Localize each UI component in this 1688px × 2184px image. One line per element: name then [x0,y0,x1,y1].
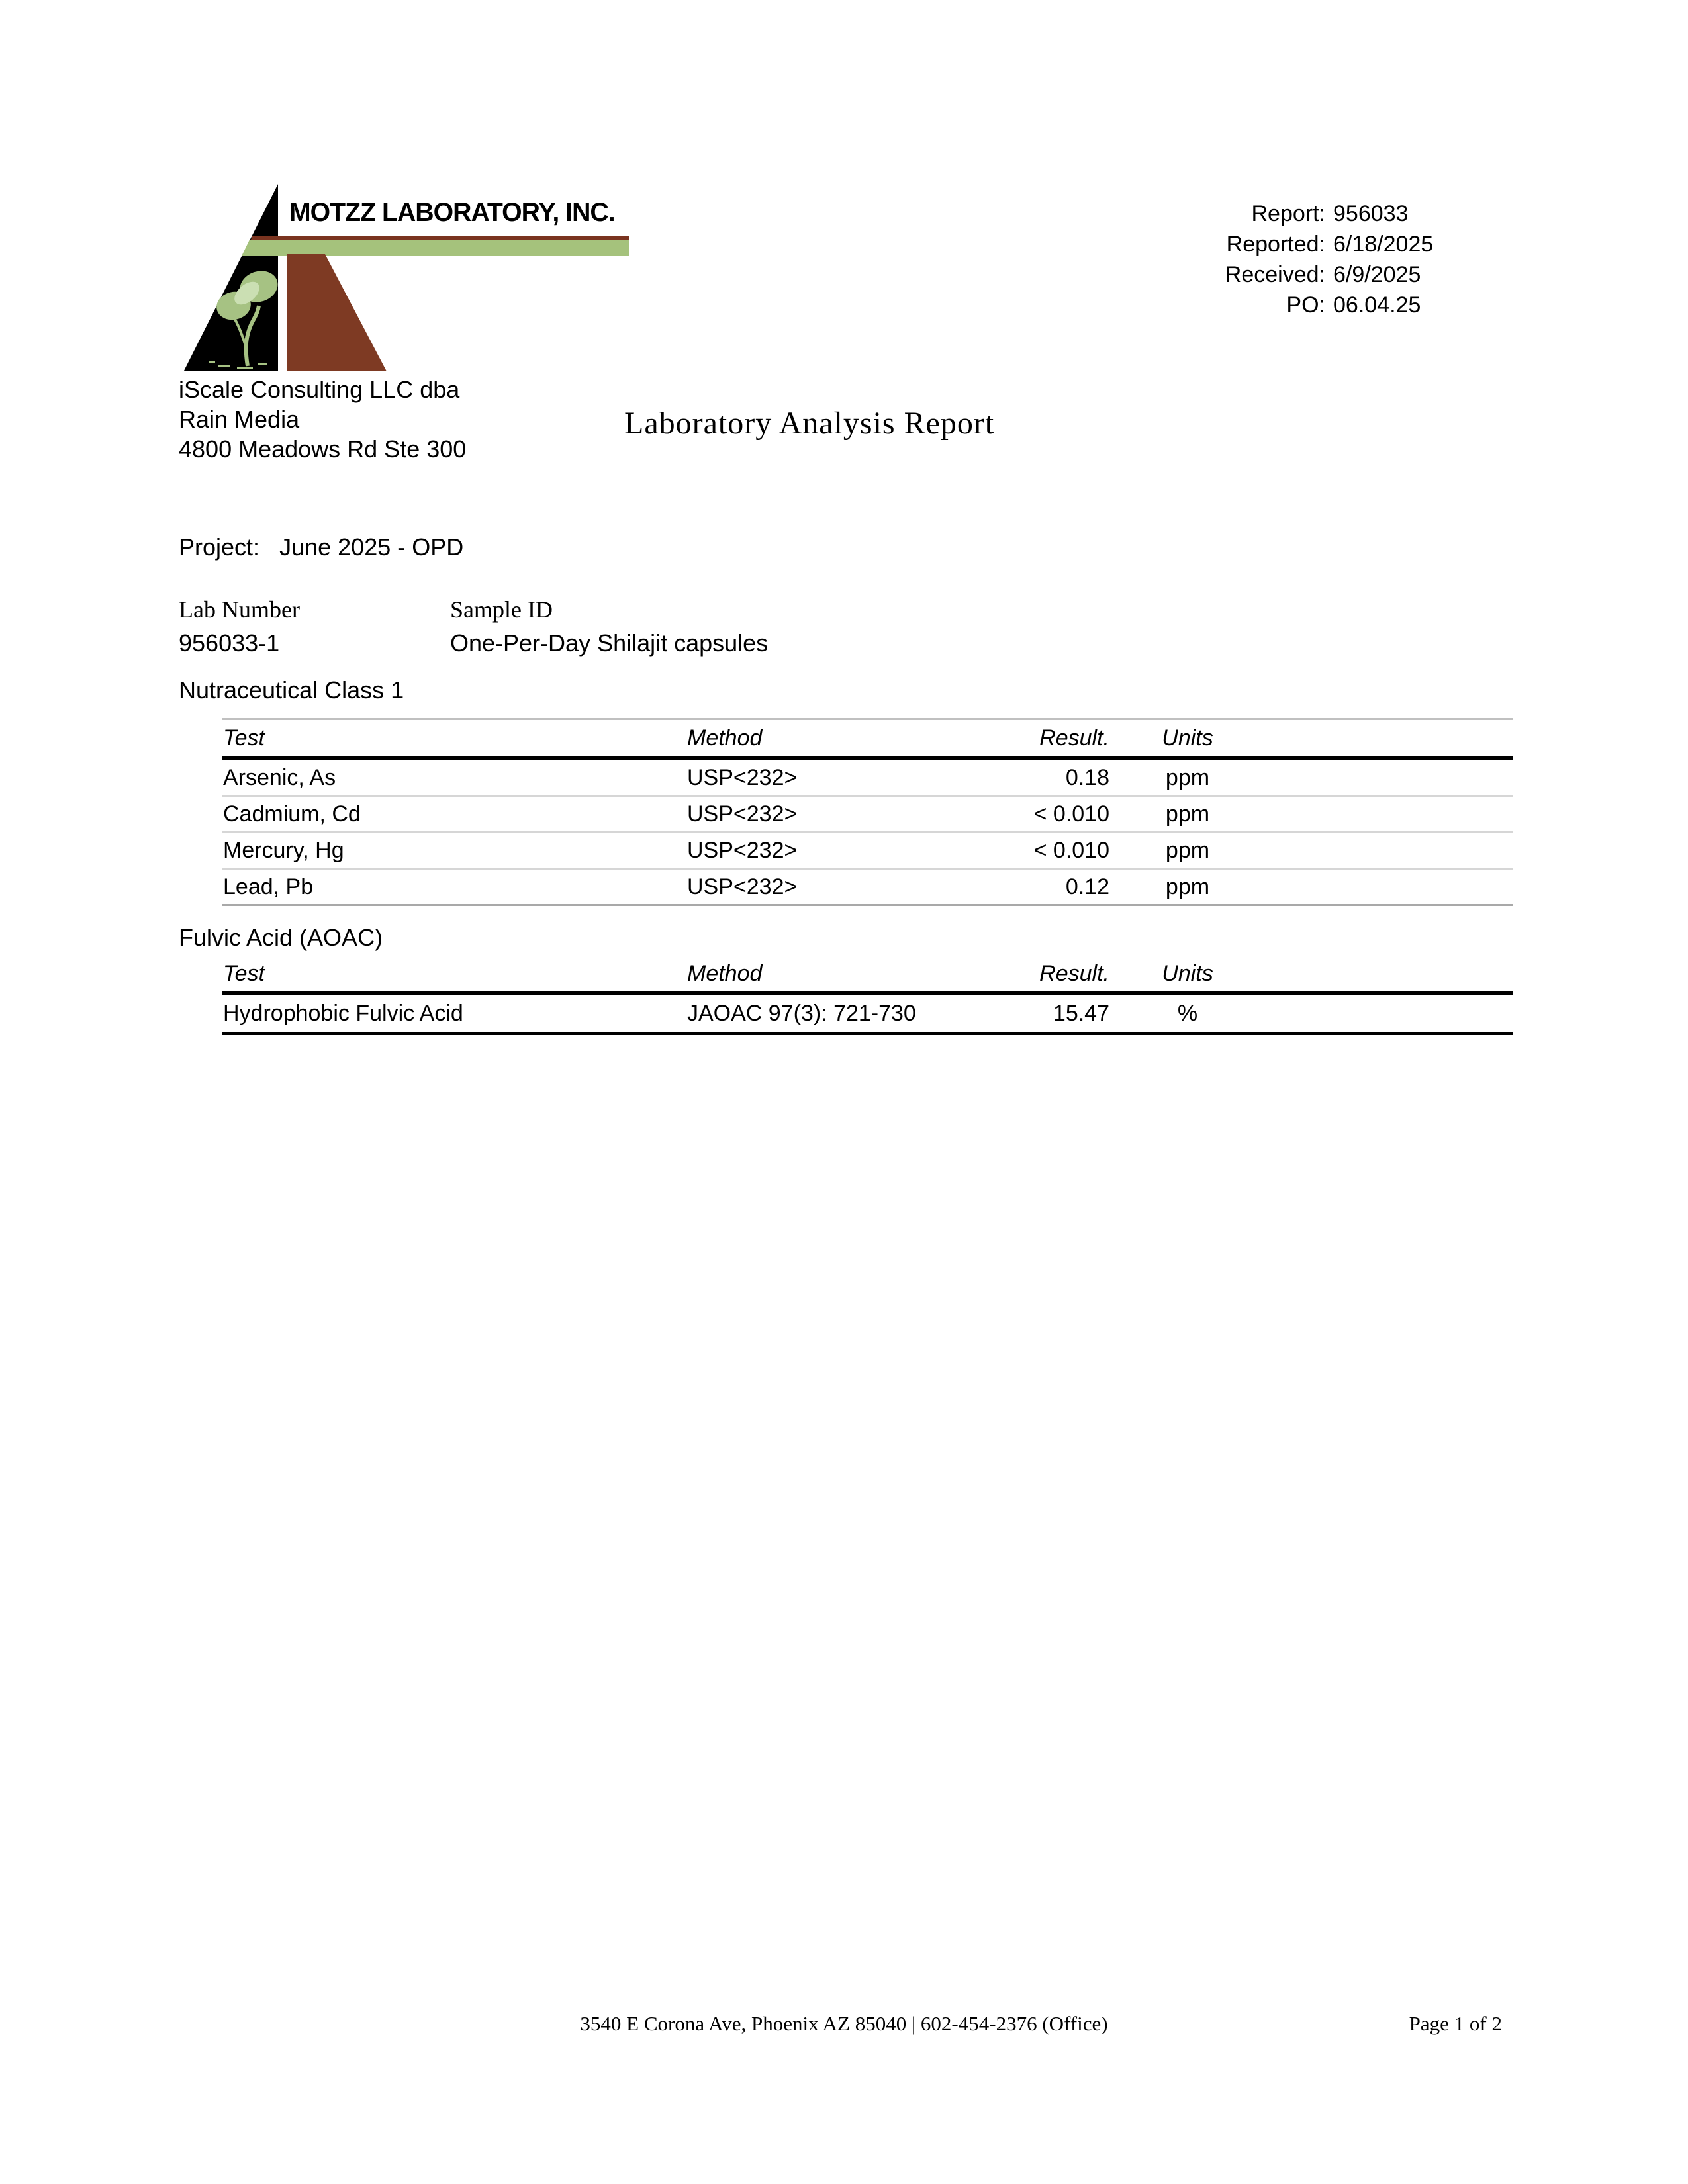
test-units: ppm [1165,801,1210,827]
table-row [222,833,1513,870]
client-address-line3: 4800 Meadows Rd Ste 300 [179,435,467,463]
project-label: Project: [179,533,260,561]
column-header-units: Units [1162,961,1213,986]
row-spacer [1266,870,1513,904]
column-header-units: Units [1162,725,1213,751]
test-name: Arsenic, As [223,765,336,790]
test-name: Hydrophobic Fulvic Acid [223,1001,463,1026]
lab-number-header: Lab Number [179,596,300,623]
po-value: 06.04.25 [1333,293,1421,318]
test-result: < 0.010 [1033,838,1109,863]
sample-id-header: Sample ID [450,596,553,623]
logo-green-bar [242,240,629,256]
column-header-test: Test [223,961,265,986]
received-date-value: 6/9/2025 [1333,262,1421,287]
test-units: ppm [1165,838,1210,863]
test-result: 15.47 [1053,1001,1109,1026]
sample-id-value: One-Per-Day Shilajit capsules [450,629,769,657]
column-header-method: Method [687,725,763,751]
client-address-line2: Rain Media [179,406,300,433]
test-units: ppm [1165,874,1210,899]
test-method: USP<232> [687,874,798,899]
fulvic-acid-table [222,957,1513,1035]
lab-number-value: 956033-1 [179,629,280,657]
table-header-row [222,957,1513,995]
row-spacer [1266,797,1513,831]
row-spacer [1266,760,1513,795]
column-header-method: Method [687,961,763,986]
company-name: MOTZZ LABORATORY, INC. [289,198,615,227]
table-row [222,797,1513,833]
footer-lab-address: 3540 E Corona Ave, Phoenix AZ 85040 | 602-454-2376 (Office) [580,2012,1108,2035]
section-heading-nutraceutical: Nutraceutical Class 1 [179,676,404,704]
table-row [222,995,1513,1035]
po-label: PO: [1286,293,1325,318]
client-address [179,375,466,464]
project-line [179,533,463,561]
report-number-value: 956033 [1333,201,1409,226]
table-header-row [222,718,1513,760]
test-method: USP<232> [687,765,798,790]
received-date-label: Received: [1225,262,1325,287]
column-header-result: Result. [1039,725,1109,751]
test-result: < 0.010 [1033,801,1109,827]
column-header-spacer [1266,957,1513,991]
report-info-block [1172,199,1433,320]
reported-date-value: 6/18/2025 [1333,232,1434,257]
row-spacer [1266,995,1513,1032]
column-header-spacer [1266,720,1513,756]
logo-brick-triangle [287,254,387,371]
test-result: 0.18 [1065,765,1109,790]
report-number-label: Report: [1251,201,1325,226]
table-row [222,760,1513,797]
project-value: June 2025 - OPD [279,533,464,561]
test-method: USP<232> [687,801,798,827]
nutraceutical-table [222,718,1513,906]
test-units: % [1177,1001,1198,1026]
logo-maroon-line [251,236,629,240]
reported-date-label: Reported: [1226,232,1325,257]
test-name: Mercury, Hg [223,838,344,863]
test-units: ppm [1165,765,1210,790]
section-heading-fulvic-acid: Fulvic Acid (AOAC) [179,924,383,951]
test-method: JAOAC 97(3): 721-730 [687,1001,916,1026]
client-address-line1: iScale Consulting LLC dba [179,376,460,403]
column-header-result: Result. [1039,961,1109,986]
footer-page-number: Page 1 of 2 [1409,2012,1502,2035]
test-name: Lead, Pb [223,874,314,899]
page-title: Laboratory Analysis Report [624,406,995,441]
row-spacer [1266,833,1513,868]
table-row [222,870,1513,906]
test-method: USP<232> [687,838,798,863]
test-name: Cadmium, Cd [223,801,361,827]
column-header-test: Test [223,725,265,751]
test-result: 0.12 [1065,874,1109,899]
